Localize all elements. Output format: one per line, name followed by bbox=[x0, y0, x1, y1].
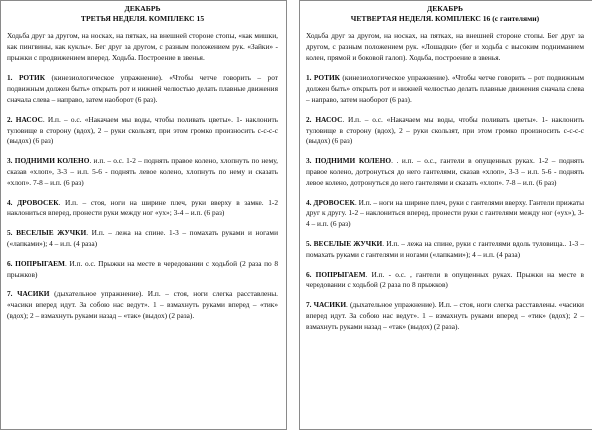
exercise-name: 4. ДРОВОСЕК bbox=[306, 197, 355, 207]
right-page bbox=[299, 0, 592, 430]
exercise-item bbox=[306, 270, 584, 292]
exercise-text: . И.п. – о.с. «Накачаем мы воды, чтобы поливать цветы». 1- наклонить туловище в сторону (вдох), 2 – руки скользят, при этом громко произносить с-с-с-с (выдох) (6 раз) bbox=[7, 114, 279, 146]
month-heading: ДЕКАБРЬ bbox=[124, 4, 161, 13]
warmup-paragraph: Ходьба друг за другом, на носках, на пятках, на внешней стороне стопы. Бег друг за другом, с разным положением рук. «Лошадки» (бег и ходьба с высоким подниманием колен, прямой и боковой галоп). Ходьба, построение в звенья. bbox=[306, 31, 584, 62]
left-page bbox=[0, 0, 287, 430]
exercise-name: 6. ПОПРЫГАЕМ bbox=[306, 269, 366, 279]
exercise-text: . (дыхательное упражнение). И.п. – стоя, ноги слегка расставлены. «часики вперед идут. За собою нас ведут». 1 – взмахнуть руками вперед – «тик» (вдох); 2 – взмахнуть руками назад – «так» (выдох) (2 раза). bbox=[306, 300, 584, 331]
exercise-name: 5. ВЕСЕЛЫЕ ЖУЧКИ bbox=[306, 238, 383, 248]
exercise-item bbox=[306, 300, 584, 332]
exercise-item bbox=[306, 198, 584, 230]
exercise-text: . и.п. – о.с. 1-2 – поднять правое колено, хлопнуть по нему, сказав «хлоп», 3-3 – и.п. 5-6 - поднять левое колено, хлопнуть по нему и сказать «хлоп». 7-8 – и.п. (6 раз) bbox=[7, 156, 278, 187]
exercise-name: 1. РОТИК bbox=[7, 73, 46, 83]
exercise-text: . И.п. о.с. Прыжки на месте в чередовании с ходьбой (2 раза по 8 прыжков) bbox=[7, 258, 278, 279]
warmup-paragraph: Ходьба друг за другом, на носках, на пятках, на внешней стороне стопы, «как мишки, как пингвины, как куклы». Бег друг за другом, с разным положением рук. «Зайки» - прыжки с продвижением вперед. Ходьба. Построение в звенья. bbox=[7, 31, 278, 62]
exercise-item bbox=[7, 289, 278, 321]
exercise-text: . И.п. – лежа на спине. 1-3 – помахать руками и ногами («лапками»); 4 – и.п. (4 раза) bbox=[7, 228, 278, 248]
exercise-name: 7. ЧАСИКИ bbox=[7, 289, 50, 299]
exercise-name: 2. НАСОС bbox=[306, 114, 343, 124]
exercise-item bbox=[306, 239, 584, 261]
exercise-item bbox=[306, 156, 584, 188]
exercise-item bbox=[7, 115, 278, 147]
exercise-item bbox=[7, 198, 278, 220]
month-heading: ДЕКАБРЬ bbox=[427, 4, 463, 13]
exercise-item bbox=[306, 115, 584, 147]
exercise-item bbox=[7, 156, 278, 188]
week-heading: ТРЕТЬЯ НЕДЕЛЯ. КОМПЛЕКС 15 bbox=[80, 13, 205, 23]
exercise-name: 4. ДРОВОСЕК bbox=[7, 197, 59, 207]
exercise-item bbox=[306, 73, 584, 105]
exercise-name: 5. ВЕСЕЛЫЕ ЖУЧКИ bbox=[7, 228, 87, 238]
week-heading: ЧЕТВЕРТАЯ НЕДЕЛЯ. КОМПЛЕКС 16 (с гантелями) bbox=[350, 13, 540, 23]
exercise-text: (кинезиологическое упражнение). «Чтобы четче говорить – рот подвижным должен быть» открыть рот и нижней челюстью делать плавные движения сначала слева – направо, затем наоборот (6 раз). bbox=[7, 73, 278, 104]
exercise-item bbox=[7, 259, 278, 281]
exercise-name: 3. ПОДНИМИ КОЛЕНО bbox=[306, 156, 392, 166]
exercise-text: . И.п. - о.с. , гантели в опущенных руках. Прыжки на месте в чередовании с ходьбой (2 раза по 8 прыжков) bbox=[306, 269, 584, 290]
exercise-item bbox=[7, 228, 278, 250]
exercise-text: . И.п. – о.с. «Накачаем мы воды, чтобы поливать цветы». 1- наклонить туловище в сторону (вдох), 2 – руки скользят, при этом громко произносить с-с-с-с (выдох) (6 раз) bbox=[306, 114, 584, 146]
exercise-name: 7. ЧАСИКИ bbox=[306, 300, 347, 310]
exercise-text: . И.п. – лежа на спине, руки с гантелями вдоль туловища.. 1-3 – помахать руками с гантелями и ногами («лапками»); 4 – и.п. (4 раза) bbox=[306, 238, 584, 259]
exercise-text: . И.п. – стоя, ноги на ширине плеч, руки вверху в замке. 1-2 наклониться вперед, пронести руки между ног «ух»; 3-4 – и.п. (6 раз) bbox=[7, 197, 278, 218]
exercise-item bbox=[7, 73, 278, 105]
exercise-text: (кинезиологическое упражнение). «Чтобы четче говорить – рот подвижным должен быть» открыть рот и нижней челюстью делать плавные движения сначала слева – направо, затем наоборот (6 раз). bbox=[306, 73, 584, 104]
exercise-name: 1. РОТИК bbox=[306, 73, 341, 83]
exercise-text: . И.п. – ноги на ширине плеч, руки с гантелями вверху. Гантели прижаты друг к другу. 1-2 – наклониться вперед, пронести руки с гантелями между ног («ух»), 3-4 – и.п. (6 раз) bbox=[306, 197, 584, 229]
exercise-name: 3. ПОДНИМИ КОЛЕНО bbox=[7, 156, 90, 166]
exercise-name: 6. ПОПРЫГАЕМ bbox=[7, 258, 65, 268]
exercise-text: . . и.п. – о.с., гантели в опущенных руках. 1-2 – поднять правое колено, дотронуться до него гантелями, сказав «хлоп», 3-3 – и.п. 5-6 - поднять левое колено, дотронуться до него гантелями и сказать «хлоп». 7-8 – и.п. (6 раз) bbox=[306, 156, 584, 187]
exercise-name: 2. НАСОС bbox=[7, 114, 43, 124]
exercise-text: (дыхательное упражнение). И.п. – стоя, ноги слегка расставлены. «часики вперед идут. За собою нас ведут». 1 – взмахнуть руками вперед – «тик» (вдох); 2 – взмахнуть руками назад – «так» (выдох) (2 раза). bbox=[7, 289, 278, 320]
